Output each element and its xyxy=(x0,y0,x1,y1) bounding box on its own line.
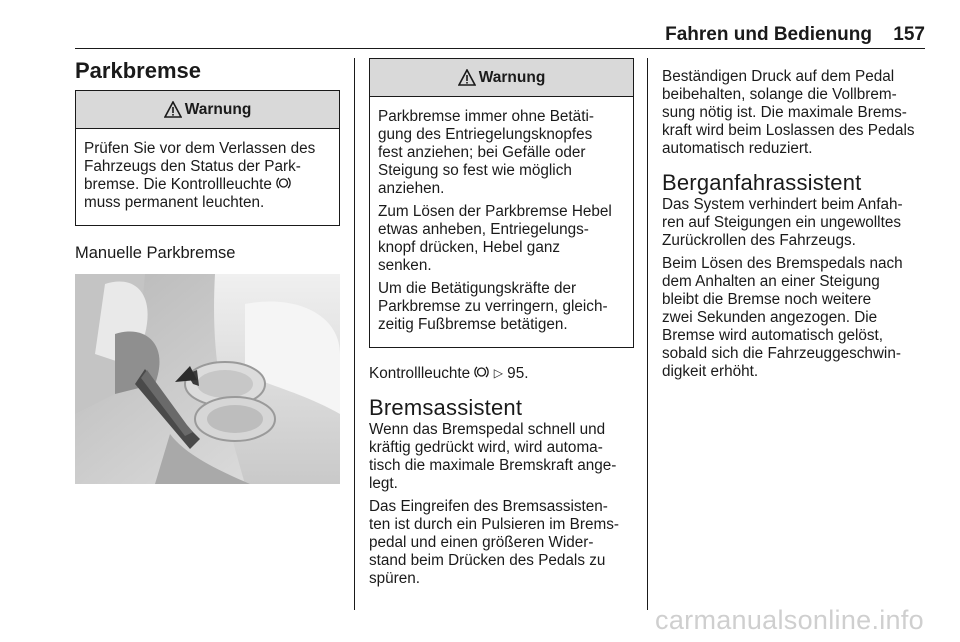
warning-label: Warnung xyxy=(184,100,252,118)
warning-header xyxy=(76,91,339,129)
watermark: carmanualsonline.info xyxy=(655,605,924,635)
paragraph-2: Das Eingreifen des Bremsassisten- ten ist durch ein Pulsieren im Brems- pedal und einen größeren Wider- stand beim Drücken des Pedals zu spüren. xyxy=(369,498,619,587)
parking-brake-lamp-icon xyxy=(474,365,489,379)
section-title: Parkbremse xyxy=(75,58,201,83)
column-3 xyxy=(662,58,927,386)
column-2 xyxy=(369,58,634,593)
warning-header xyxy=(370,59,633,97)
parking-brake-lamp-icon xyxy=(276,176,291,190)
warning-body xyxy=(370,97,633,347)
page-reference-arrow-icon: ▷ xyxy=(493,366,503,380)
column-divider-2 xyxy=(647,58,648,610)
paragraph-1: Das System verhindert beim Anfah- ren auf Steigungen ein ungewolltes Zurückrollen des Fahrzeugs. xyxy=(662,196,903,249)
warning-text-start: Prüfen Sie vor dem Verlassen des Fahrzeugs den Status der Park- bremse. Die Kontrollleuchte xyxy=(84,140,316,193)
warning-text-end: muss permanent leuchten. xyxy=(84,194,265,211)
indicator-ref-page[interactable]: 95. xyxy=(502,365,529,382)
column-1 xyxy=(75,58,340,484)
paragraph-2: Beim Lösen des Bremspedals nach dem Anhalten an einer Steigung bleibt die Bremse noch weitere zwei Sekunden angezogen. Die Bremse wird automatisch gelöst, sobald sich die Fahrzeuggeschwin- digkeit erhöht. xyxy=(662,255,903,380)
indicator-reference xyxy=(369,364,634,383)
warning-label: Warnung xyxy=(478,68,546,86)
page-number: 157 xyxy=(893,24,925,45)
warning-box-2 xyxy=(369,58,634,348)
paragraph-1: Wenn das Bremspedal schnell und kräftig gedrückt wird, wird automa- tisch die maximale Bremskraft ange- legt. xyxy=(369,421,617,492)
heading-berganfahrassistent: Berganfahrassistent xyxy=(662,170,862,195)
parking-brake-photo xyxy=(75,274,340,484)
column-divider-1 xyxy=(354,58,355,610)
heading-bremsassistent: Bremsassistent xyxy=(369,395,523,420)
warning-paragraph-3: Um die Betätigungskräfte der Parkbremse zu verringern, gleich- zeitig Fußbremse betätigen. xyxy=(378,280,608,333)
warning-triangle-icon xyxy=(164,101,182,118)
subheading-manual-parking-brake: Manuelle Parkbremse xyxy=(75,244,236,262)
running-header-title: Fahren und Bedienung xyxy=(665,24,872,45)
warning-paragraph-2: Zum Lösen der Parkbremse Hebel etwas anheben, Entriegelungs- knopf drücken, Hebel ganz senken. xyxy=(378,203,612,274)
indicator-ref-text: Kontrollleuchte xyxy=(369,365,475,382)
header-rule xyxy=(75,48,925,49)
warning-text xyxy=(84,140,331,212)
warning-triangle-icon xyxy=(458,69,476,86)
warning-body xyxy=(76,129,339,225)
warning-box-1 xyxy=(75,90,340,226)
paragraph-continued: Beständigen Druck auf dem Pedal beibehalten, solange die Vollbrem- sung nötig ist. Die maximale Brems- kraft wird beim Loslassen des Pedals automatisch reduziert. xyxy=(662,68,915,157)
warning-paragraph-1: Parkbremse immer ohne Betäti- gung des Entriegelungsknopfes fest anziehen; bei Gefälle oder Steigung so fest wie möglich anziehen. xyxy=(378,108,594,197)
